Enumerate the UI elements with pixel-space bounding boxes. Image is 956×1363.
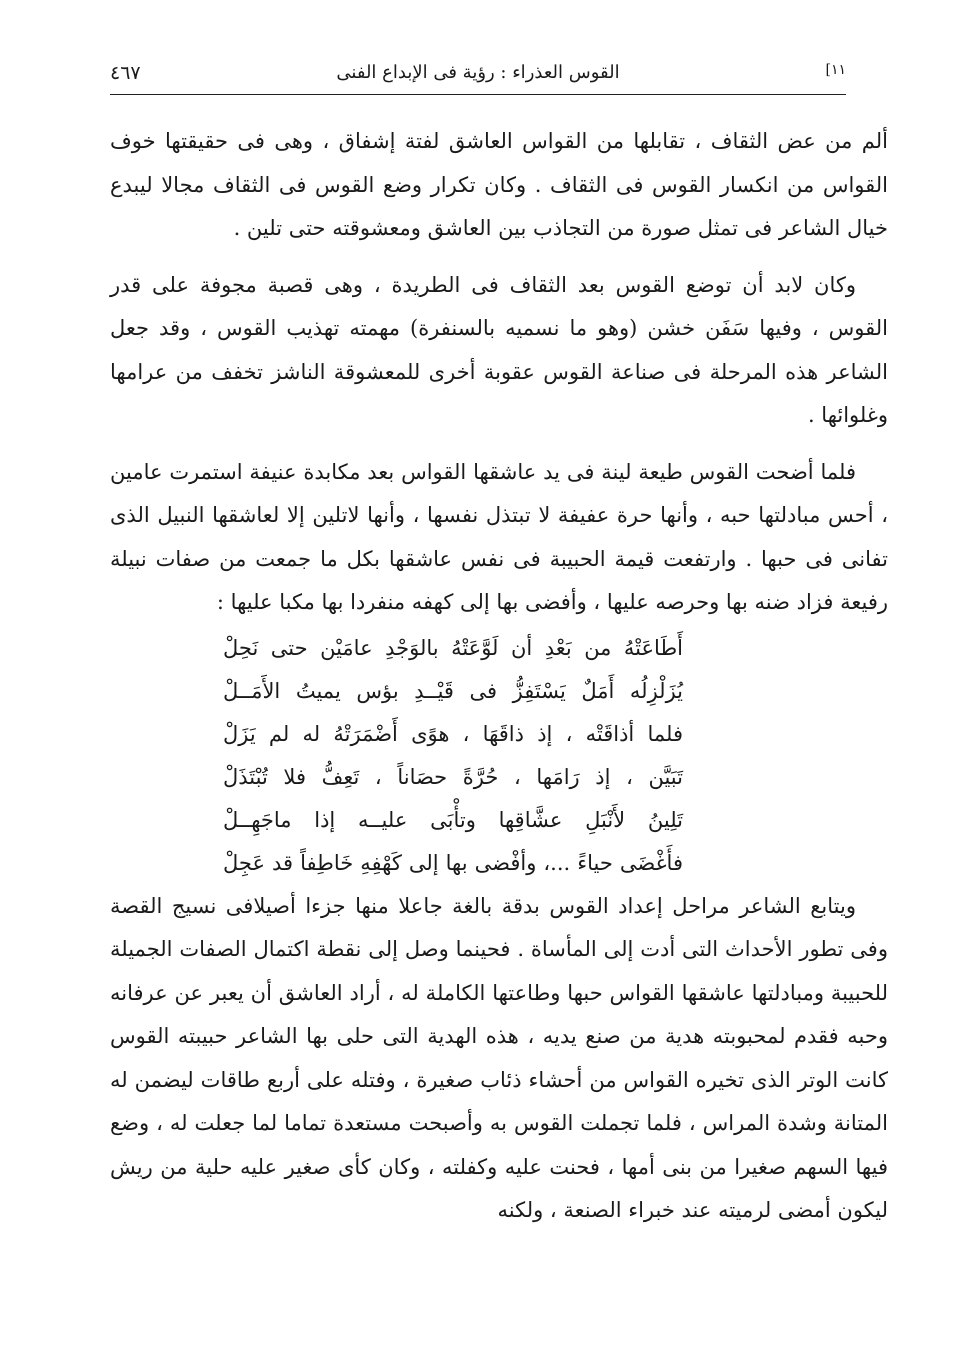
poem-line-2: يُزَلْزِلُه أَمَلٌ يَسْتَفِزُّ فى قَيْــدِ بؤس يميتُ الأَمَــلْ (223, 678, 683, 703)
poem (223, 627, 683, 885)
poem-line-6: فأَغْضَى حياءً ...، وأفْضى بها إلى كَهْفِهِ خَاطِفاً قد عَجِلْ (223, 850, 683, 875)
running-title: القوس العذراء : رؤية فى الإبداع الفنى (336, 62, 620, 83)
poem-line-5: تَلِينُ لأَنْبَلِ عشَّاقِها وتأْبَى عليــه إذا ماجَهِــلْ (223, 807, 683, 832)
poem-line-4: تَبَيَّن ، إذ رَامَها ، حُرَّةً حصَاناً ، تَعِفُّ فلا تُبْتَذَلْ (223, 764, 683, 789)
running-header (110, 58, 846, 95)
page-number: ٤٦٧ (110, 62, 141, 84)
paragraph-3: فلما أضحت القوس طيعة لينة فى يد عاشقها القواس بعد مكابدة عنيفة استمرت عامين ، أحس مبادلتها حبه ، وأنها حرة عفيفة لا تبتذل نفسها ، وأنها لاتلين إلا لعاشقها النبيل الذى تفانى فى حبها . وارتفعت قيمة الحبيبة فى نفس عاشقها بكل ما جمعت من صفات نبيلة رفيعة فزاد ضنه بها وحرصه عليها ، وأفضى بها إلى كهفه منفردا بها مكبا عليها : (110, 459, 888, 614)
signature-mark: [١١ (825, 62, 846, 78)
paragraph-1: ألم من عض الثقاف ، تقابلها من القواس العاشق لفتة إشفاق ، وهى فى حقيقتها خوف القواس من انكسار القوس فى الثقاف . وكان تكرار وضع القوس فى الثقاف مجالا ليبدع خيال الشاعر فى تمثل صورة من التجاذب بين العاشق ومعشوقته حتى تلين . (110, 129, 888, 240)
poem-line-3: فلما أذاقَتْه ، إذ ذاقَهَا ، هوًى أَضْمَرَتْهُ له لم يَزَلْ (223, 721, 683, 746)
paragraph-2: وكان لابد أن توضع القوس بعد الثقاف فى الطريدة ، وهى قصبة مجوفة على قدر القوس ، وفيها سَفَن خشن (وهو ما نسميه بالسنفرة) مهمته تهذيب القوس ، وقد جعل الشاعر هذه المرحلة فى صناعة القوس عقوبة أخرى للمعشوقة الناشز تخفف من عرامها وغلوائها . (110, 272, 888, 427)
body-text (110, 120, 888, 1233)
paragraph-4: ويتابع الشاعر مراحل إعداد القوس بدقة بالغة جاعلا منها جزءا أصيلافى نسيج القصة وفى تطور الأحداث التى أدت إلى المأساة . فحينما وصل إلى نقطة اكتمال الصفات الجميلة للحبيبة ومبادلتها عاشقها القواس حبها وطاعتها الكاملة له ، أراد العاشق أن يعبر عن عرفانه وحبه فقدم لمحبوبته هدية من صنع يديه ، هذه الهدية التى حلى بها الشاعر حبيبته القوس كانت الوتر الذى تخيره القواس من أحشاء ذئاب صغيرة ، وفتله على أربع طاقات ليضمن له المتانة وشدة المراس ، فلما تجملت القوس به وأصبحت مستعدة تماما لما جعلت له ، وضع فيها السهم صغيرا من بنى أمها ، فحنت عليه وكفلته ، وكان كأى صغير عليه حلية من ريش ليكون أمضى لرميته عند خبراء الصنعة ، ولكنه (110, 893, 888, 1222)
poem-line-1: أَطَاعَتْهُ من بَعْدِ أن لَوَّعَتْهُ بالوَجْدِ عامَيْن حتى نَحِلْ (223, 635, 683, 660)
